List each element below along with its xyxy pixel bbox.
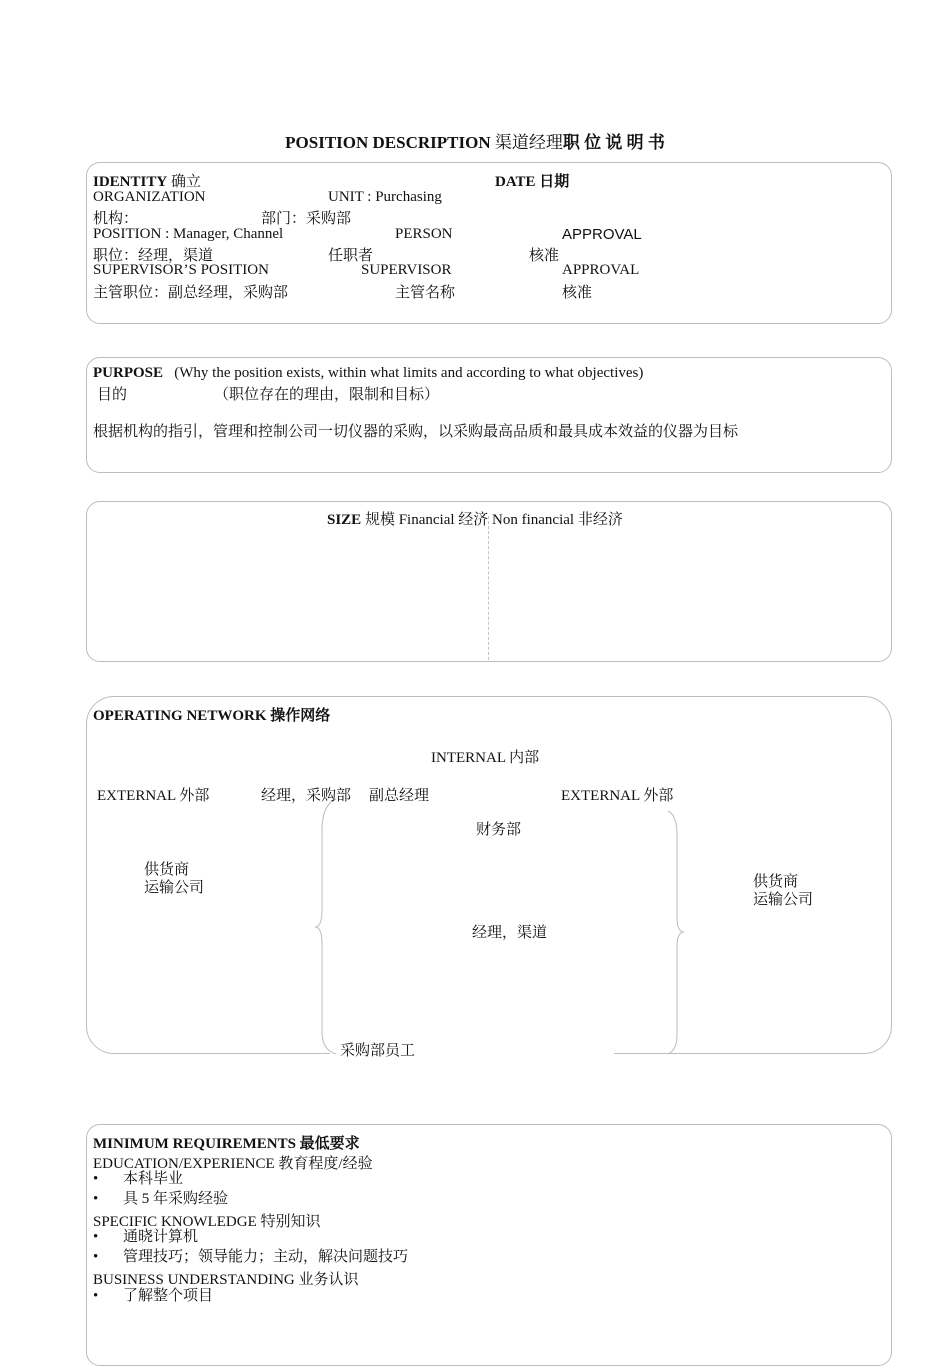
purpose-description-cn: （职位存在的理由，限制和目标） bbox=[214, 387, 440, 403]
supervisor-approval-label-cn: 核准 bbox=[562, 285, 593, 301]
organization-label-cn: 机构： bbox=[93, 211, 139, 227]
list-item: • 通晓计算机 bbox=[93, 1228, 408, 1248]
list-item: • 管理技巧；领导能力；主动，解决问题技巧 bbox=[93, 1248, 408, 1268]
supervisor-approval-label: APPROVAL bbox=[562, 262, 640, 278]
supervisor-position-label: SUPERVISOR’S POSITION bbox=[93, 262, 269, 278]
size-columns-label: 规模 Financial 经济 Non financial 非经济 bbox=[364, 512, 623, 528]
list-item: • 具 5 年采购经验 bbox=[93, 1190, 228, 1210]
approval-label: APPROVAL bbox=[562, 226, 642, 243]
size-label: SIZE bbox=[327, 512, 362, 528]
title-cn: 渠道经理 bbox=[494, 133, 563, 152]
identity-label-cn: 确立 bbox=[170, 174, 201, 190]
transport-right-node: 运输公司 bbox=[753, 892, 814, 908]
position-label-cn: 职位：经理，渠道 bbox=[93, 248, 214, 264]
manager-purchasing-node: 经理，采购部 bbox=[261, 788, 352, 804]
knowledge-label: SPECIFIC KNOWLEDGE 特别知识 bbox=[93, 1214, 321, 1230]
transport-left-node: 运输公司 bbox=[144, 880, 205, 896]
internal-label: INTERNAL 内部 bbox=[431, 750, 540, 766]
supplier-left-node: 供货商 bbox=[144, 862, 190, 878]
unit-label-cn: 部门：采购部 bbox=[261, 211, 352, 227]
finance-node: 财务部 bbox=[476, 822, 522, 838]
approval-label-cn: 核准 bbox=[529, 248, 560, 264]
network-heading: OPERATING NETWORK 操作网络 bbox=[93, 708, 331, 724]
left-brace bbox=[315, 799, 336, 1054]
unit-label: UNIT : Purchasing bbox=[328, 189, 442, 205]
supervisor-label: SUPERVISOR bbox=[361, 262, 452, 278]
supplier-right-node: 供货商 bbox=[753, 874, 799, 890]
position-label: POSITION : Manager, Channel bbox=[93, 226, 284, 242]
purpose-description: (Why the position exists, within what limits and according to what objectives) bbox=[174, 365, 644, 381]
person-label-cn: 任职者 bbox=[328, 248, 374, 264]
purpose-label-cn: 目的 bbox=[97, 387, 128, 403]
business-list bbox=[93, 1287, 213, 1307]
title-en: POSITION DESCRIPTION bbox=[285, 133, 491, 152]
date-label: DATE 日期 bbox=[495, 174, 570, 190]
title-cn-bold: 职 位 说 明 书 bbox=[562, 133, 665, 152]
list-item: • 本科毕业 bbox=[93, 1170, 228, 1190]
external-right-label: EXTERNAL 外部 bbox=[561, 788, 674, 804]
business-label: BUSINESS UNDERSTANDING 业务认识 bbox=[93, 1272, 359, 1288]
list-item: • 了解整个项目 bbox=[93, 1287, 213, 1307]
identity-label: IDENTITY bbox=[93, 174, 168, 190]
vp-node: 副总经理 bbox=[369, 788, 430, 804]
purchasing-staff-node: 采购部员工 bbox=[340, 1043, 416, 1059]
requirements-heading: MINIMUM REQUIREMENTS 最低要求 bbox=[93, 1136, 360, 1152]
purpose-text: 根据机构的指引，管理和控制公司一切仪器的采购，以采购最高品质和最具成本效益的仪器为目标 bbox=[93, 424, 739, 440]
education-list bbox=[93, 1170, 228, 1209]
purpose-label: PURPOSE bbox=[93, 365, 164, 381]
channel-manager-node: 经理，渠道 bbox=[472, 925, 548, 941]
person-label: PERSON bbox=[395, 226, 453, 242]
organization-label: ORGANIZATION bbox=[93, 189, 206, 205]
supervisor-position-label-cn: 主管职位：副总经理，采购部 bbox=[93, 285, 289, 301]
supervisor-label-cn: 主管名称 bbox=[395, 285, 456, 301]
right-brace bbox=[668, 811, 684, 1054]
knowledge-list bbox=[93, 1228, 408, 1267]
education-label: EDUCATION/EXPERIENCE 教育程度/经验 bbox=[93, 1156, 373, 1172]
external-left-label: EXTERNAL 外部 bbox=[97, 788, 210, 804]
